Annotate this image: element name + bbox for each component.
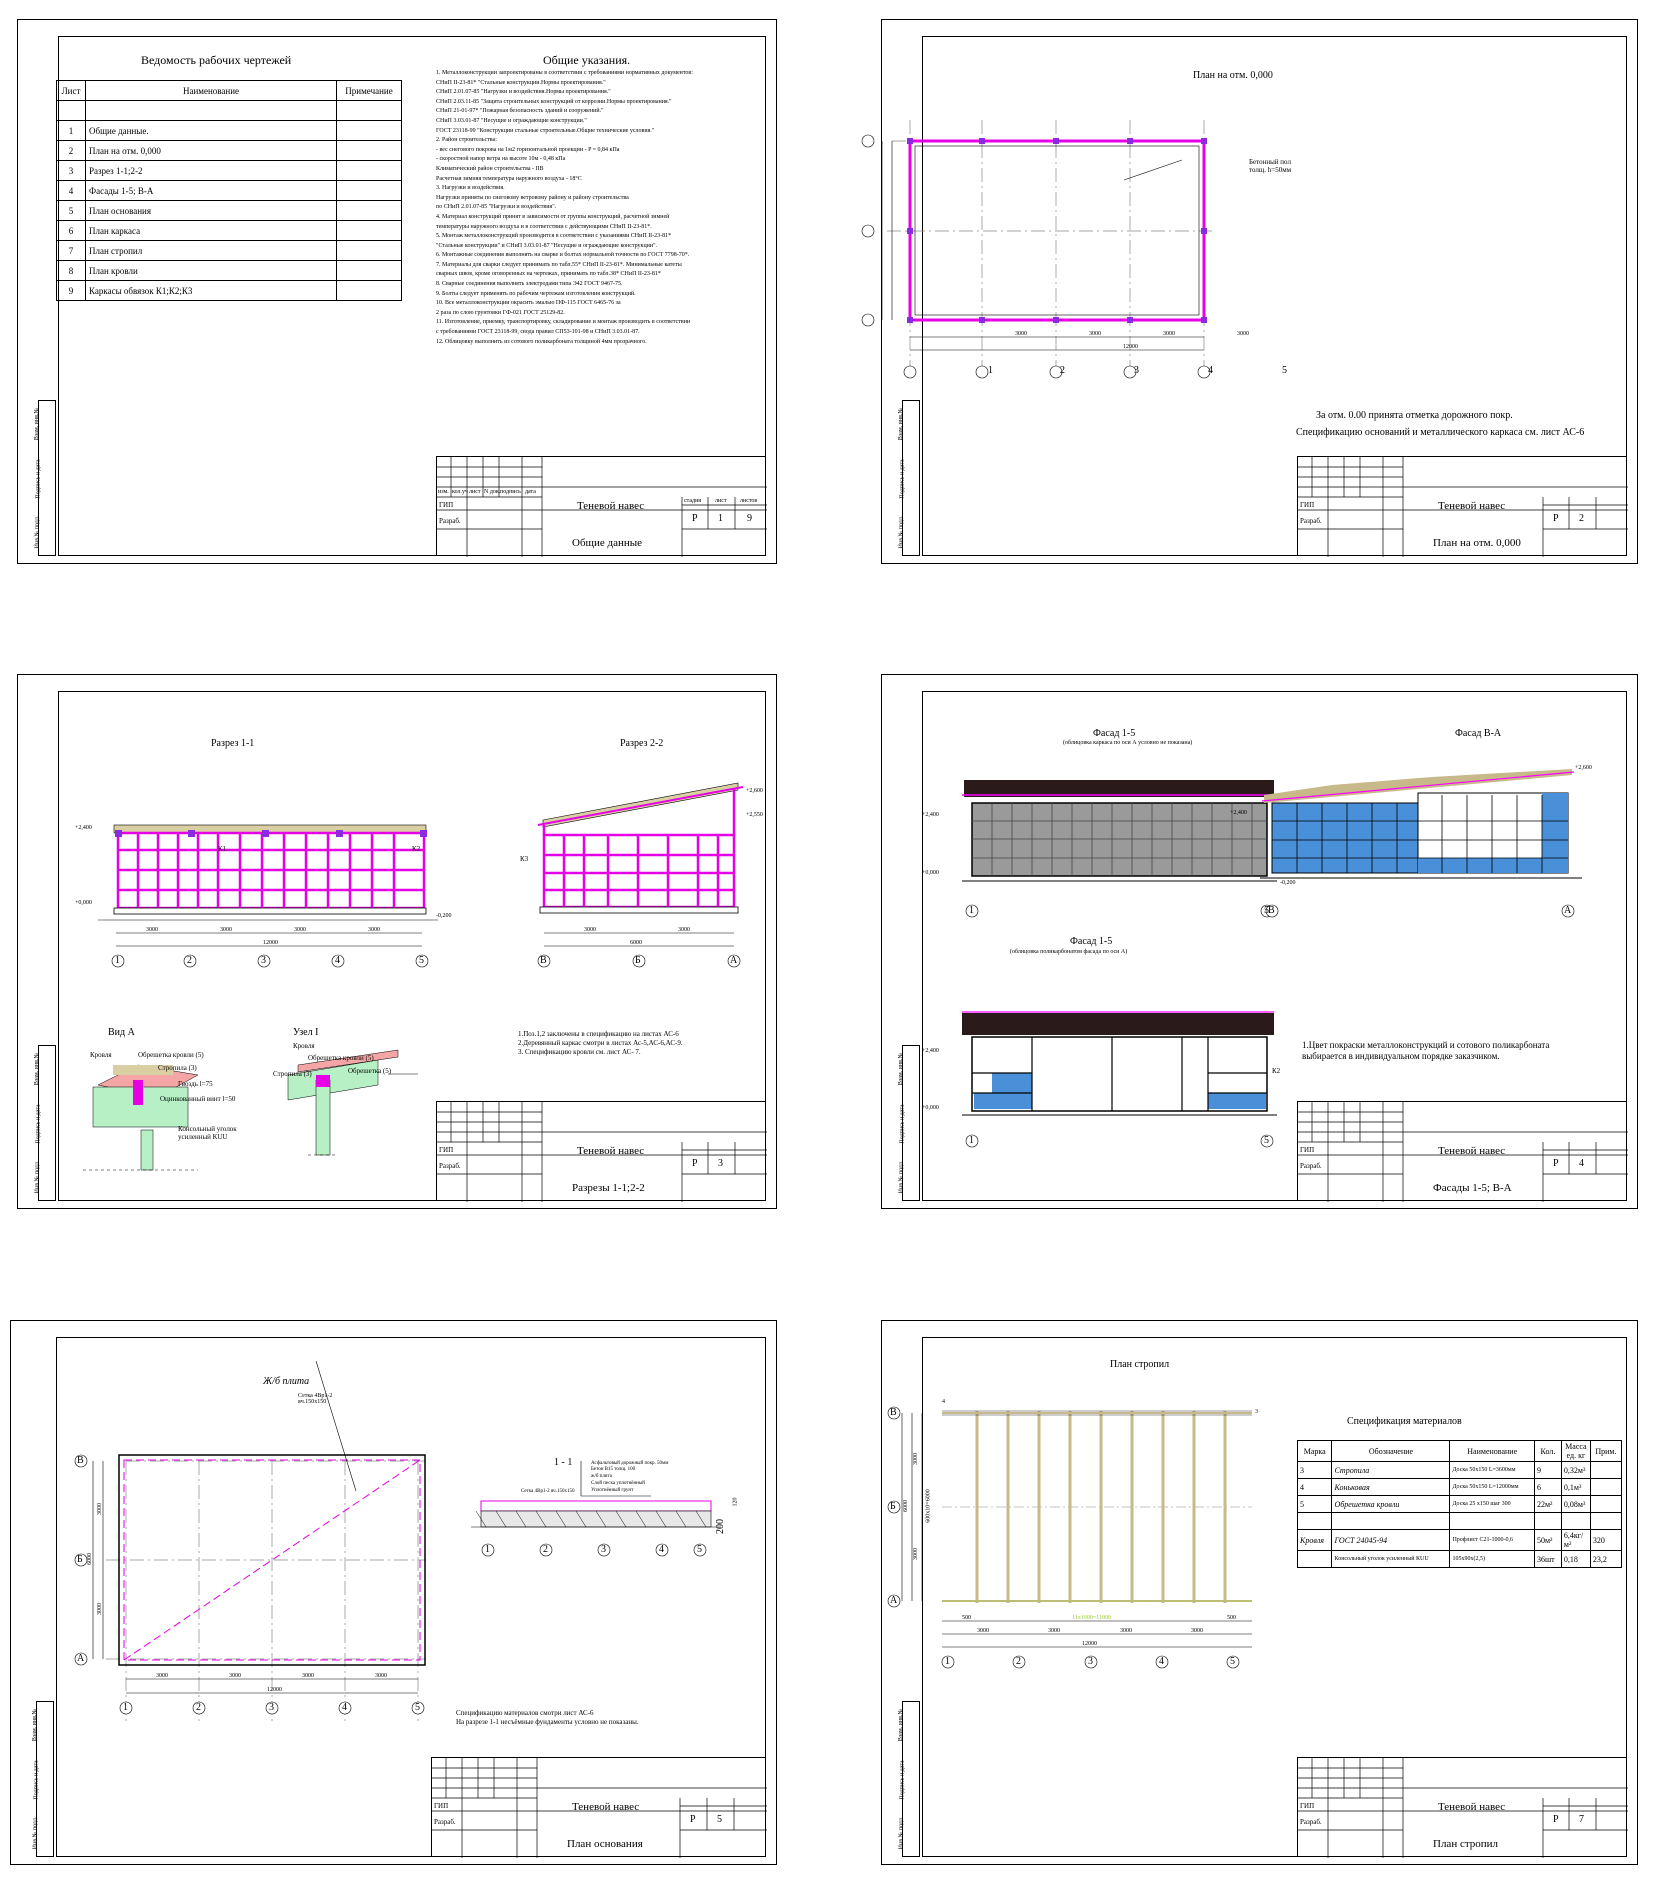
stamp-col: изм. (438, 489, 449, 495)
note-line: 12. Облицовку выполнить из сотового поликарбоната толщиной 4мм прозрачного. (436, 338, 647, 345)
table-row: 3 Стропила Доска 50х150 L=3600мм 9 0,32м³ (1298, 1462, 1622, 1479)
title-block: изм. кол.уч лист N док. подпись дата ГИП Разраб. Теневой навес Общие данные стадия лист листов Р 1 9 (436, 456, 766, 556)
note-line: ГОСТ 23118-99 "Конструкции стальные строительные.Общие технические условия." (436, 127, 655, 134)
note: 3. Спецификацию кровли см. лист АС- 7. (518, 1048, 641, 1056)
stamp-sheet-name: Фасады 1-5; В-А (1433, 1182, 1512, 1194)
axis-label: А (730, 955, 738, 966)
title-block: ГИП Разраб. Теневой навес План на отм. 0,000 Р 2 (1297, 456, 1627, 556)
stamp-gip: ГИП (439, 501, 454, 509)
mark-label: К2 (412, 845, 421, 853)
side-label-strip: Взам. инв.№ Подпись и дата Инв.№ подл. (38, 1045, 56, 1201)
mark-label: К1 (218, 845, 227, 853)
note-line: 1. Металлоконструкции запроектированы в соответствии с требованиями нормативных документов: (436, 70, 693, 76)
table-row: 9 Каркасы обвязок К1;К2;К3 (57, 281, 402, 301)
note-line: по СНиП 2.01.07-85 "Нагрузки и воздействия". (436, 204, 557, 211)
table-row: Кровля ГОСТ 24045-94 Профлист С21-1000-0,6 50м² 6,4кг/м² 320 (1298, 1530, 1622, 1551)
spec-table: Марка Обозначение Наименование Кол. Масса ед. кг Прим. 3 Стропила Доска 50х150 L=3600мм 9 0,32м³ 4 Коньковая Доска 50х150 L=12000мм 6 0,1м³ 5 Обрешетка кровли Доска 25 х150 шаг 300 22м² 0,08м³ Кровля ГОСТ 24045-94 Профлист С21-1000-0,6 50м² 6,4кг/м² 320 Консольный уголок усиленный КUU 105х90х(2,5) 36шт 0,18 23,2 (1297, 1440, 1622, 1568)
side-label: Инв.№ подл. (34, 515, 41, 549)
notes-title: Общие указания. (543, 53, 631, 67)
table-row: 5 План основания (57, 201, 402, 221)
axis-label: 1 (988, 365, 993, 376)
stamp-project: Теневой навес (1438, 500, 1506, 512)
axis-label: 2 (1060, 365, 1065, 376)
note: Спецификацию материалов смотри лист АС-6 (456, 1709, 594, 1717)
axis-marker (904, 366, 916, 378)
stamp-sheet-name: Общие данные (572, 537, 643, 549)
axis-label: А (1564, 905, 1572, 916)
plan-title: План на отм. 0,000 (1193, 70, 1273, 81)
mark-label: К3 (520, 855, 529, 863)
stamp-project: Теневой навес (1438, 1801, 1506, 1813)
side-label-strip: Взам. инв.№ Подпись и дата Инв.№ подл. (36, 1701, 54, 1857)
table-row: 6 План каркаса (57, 221, 402, 241)
note-line: температуры наружного воздуха и в соответствии с действующими СНиП II-23-81*. (436, 223, 652, 230)
stamp-col: дата (525, 489, 536, 495)
stamp-sheet-name: План стропил (1433, 1838, 1499, 1850)
axis-label: 5 (1264, 905, 1269, 916)
note-line: 11. Изготовление, приемку, транспортировку, складирование и монтаж производить в соответствии (436, 319, 691, 326)
note-line: 4. Материал конструкций принят в зависимости от группы конструкций, расчетной зимней (436, 213, 670, 220)
stamp-razrab: Разраб. (439, 517, 461, 525)
axis-label: Б (635, 955, 641, 966)
sheet-3: Взам. инв.№ Подпись и дата Инв.№ подл. Разрез 1-1 Разрез 2-2 1 2 3 4 5 В Б А 3000 3000 3000 3000 12000 3000 3000 6000 +2,400 +0,000 -0,200 +2,600 +2,550 К1 К2 К3 Вид А Узел I Кровля Обрешетка кровли (5) Стропила (3) Гвоздь l=75 Оцинкованный винт l=50 Консольный уголок усиленный КUU Кровля Обрешетка кровли (5) Стропила (3) Обрешетка (5) 1.Поз.1,2 заключены в спецификацию на листах АС-6 2.Деревянный каркас смотри в листах Ас-5,АС-6,АС-9. 3. Спецификацию кровли см. лист АС- 7. ГИП Разраб. Теневой навес Разрезы 1-1;2-2 Р 3 (17, 674, 777, 1209)
stamp-sheet-name: План основания (567, 1838, 643, 1850)
stamp-project: Теневой навес (577, 1145, 645, 1157)
dim-label: 120 (732, 1497, 739, 1507)
side-label-strip: Взам. инв.№ Подпись и дата Инв.№ подл. (902, 1701, 920, 1857)
stamp-project: Теневой навес (577, 500, 645, 512)
ved-title: Ведомость рабочих чертежей (141, 53, 292, 67)
section-label: 1 - 1 (554, 1457, 573, 1468)
callout: Сетка 4Вр1-2 яч.150х150 (298, 1393, 333, 1405)
facade-title: Фасад В-А (1455, 728, 1502, 739)
spec-title: Спецификация материалов (1347, 1416, 1462, 1427)
axis-label: 1 (969, 1135, 974, 1146)
axis-label: 3 (261, 955, 266, 966)
title-block: ГИП Разраб. Теневой навес Фасады 1-5; В-А Р 4 (1297, 1101, 1627, 1201)
stamp-col: кол.уч (452, 489, 469, 495)
section-title: Разрез 1-1 (211, 738, 255, 749)
table-row: 4 Фасады 1-5; В-А (57, 181, 402, 201)
axis-marker (976, 366, 988, 378)
note-line: Расчетная зимняя температура наружного воздуха - 18°С (436, 175, 582, 182)
axis-label: 4 (1208, 365, 1213, 376)
side-label-strip: Взам. инв.№ Подпись и дата Инв.№ подл. (902, 400, 920, 556)
side-label: Взам. инв.№ (34, 407, 41, 441)
axis-label: 1 (115, 955, 120, 966)
note: За отм. 0.00 принята отметка дорожного покр. (1316, 410, 1513, 421)
stamp-sheet-name: Разрезы 1-1;2-2 (572, 1182, 645, 1194)
table-row: 3 Разрез 1-1;2-2 (57, 161, 402, 181)
sheet-5: Взам. инв.№ Подпись и дата Инв.№ подл. Ж/б плита Сетка 4Вр1-2 яч.150х150 1 2 3 4 5 В Б А 3000 3000 3000 3000 12000 3000 3000 6000 1 - 1 Асфальтовый дорожный покр. 50мм Бетон В15 толщ. 100 ж/б плита Слой песка уплотнённый Уплотнённый грунт Сетка 4Вр1-2 яч.150х150 1 2 3 4 5 200 120 Спецификацию материалов смотри лист АС-6 На разрезе 1-1 несъёмные фундаменты условно не показаны. ГИП Разраб. Теневой навес План основания Р 5 (10, 1320, 777, 1865)
dim-label: 3000 (1163, 331, 1175, 337)
sheet-2 (881, 19, 1638, 564)
mark-label: К2 (1272, 1067, 1281, 1075)
stamp-col: лист (469, 489, 481, 495)
section-title: Разрез 2-2 (620, 738, 664, 749)
title-block: ГИП Разраб. Теневой навес План стропил Р 7 (1297, 1757, 1627, 1857)
table-row: Консольный уголок усиленный КUU 105х90х(2,5) 36шт 0,18 23,2 (1298, 1551, 1622, 1568)
table-row: 1 Общие данные. (57, 121, 402, 141)
axis-marker (862, 135, 874, 147)
note-line: СНиП 2.01.07-85 "Нагрузки и воздействия.Нормы проектирования." (436, 89, 611, 96)
level-mark: -0,200 (436, 913, 452, 919)
note-line: СНиП 2.03.11-85 "Защита строительных конструкций от коррозии.Нормы проектирования." (436, 98, 672, 105)
note: Спецификацию оснований и металлического каркаса см. лист АС-6 (1296, 427, 1585, 438)
sheet-6: Взам. инв.№ Подпись и дата Инв.№ подл. План стропил 1 2 3 4 5 В Б А 4 3 3000 3000 3000 3000 12000 11х1000=11000 500 500 3000 3000 6000 600х10=6000 Спецификация материалов Марка Обозначение Наименование Кол. Масса ед. кг Прим. 3 Стропила Доска 50х150 L=3600мм 9 0,32м³ 4 Коньковая Доска 50х150 L=12000мм 6 0,1м³ 5 Обрешетка кровли Доска 25 х150 шаг 300 22м² 0,08м³ Кровля ГОСТ 24045-94 Профлист С21-1000-0,6 50м² 6,4кг/м² 320 Консольный уголок усиленный КUU 105х90х(2,5) 36шт 0,18 23,2 ГИП Разраб. Теневой навес План стропил Р 7 (881, 1320, 1638, 1865)
level-mark: +2,600 (746, 788, 763, 794)
table-row: 7 План стропил (57, 241, 402, 261)
side-label-strip (34, 400, 56, 556)
note-line: 5. Монтаж металлоконструкций производится в соответствии с указаниями СНиП II-23-81* (436, 233, 672, 240)
ved-header: Лист (57, 81, 86, 101)
stamp-project: Теневой навес (572, 1801, 640, 1813)
note-line: Нагрузки приняты по снеговому ветровому району и району строительства (436, 194, 629, 201)
sheet-1 (17, 19, 777, 564)
ved-header: Наименование (86, 81, 337, 101)
stamp-col: подпись (500, 489, 521, 495)
note-line: - скоростной напор ветра на высоте 10м - 0,48 кПа (436, 156, 566, 163)
table-row: 8 План кровли (57, 261, 402, 281)
note-line: СНиП 3.03.01-87 "Несущие и ограждающие конструкции." (436, 117, 587, 124)
facade-title: Фасад 1-5 (1093, 728, 1136, 739)
note-line: СНиП 21-01-97* "Пожарная безопасность зданий и сооружений." (436, 108, 604, 115)
stamp-sheet-name: План на отм. 0,000 (1433, 537, 1521, 549)
note-line: "Стальные конструкции" и СНиП 3.03.01-87 "Несущие и ограждающие конструкции". (436, 242, 658, 249)
axis-label: 5 (1282, 365, 1287, 376)
plan-title: План стропил (1110, 1359, 1170, 1370)
ved-header: Примечание (337, 81, 402, 101)
note: 2.Деревянный каркас смотри в листах Ас-5,АС-6,АС-9. (518, 1039, 683, 1047)
sheet-4: Взам. инв.№ Подпись и дата Инв.№ подл. Фасад 1-5 (облицовка каркаса по оси А условно не показана) Фасад В-А Фасад 1-5 (облицовка поликарбонатом фасада по оси А) 1 5 В А 1 5 +2,400 +0,000 -0,200 +2,400 +2,600 +2,400 +0,000 К2 1.Цвет покраски металлоконструкций и сотового поликарбоната выбирается в индивидуальном порядке заказчиком. ГИП Разраб. Теневой навес Фасады 1-5; В-А Р 4 (881, 674, 1638, 1209)
dim-label: 12000 (1123, 344, 1138, 350)
stamp-col: N док. (484, 489, 501, 495)
side-label: Подпись и дата (35, 459, 42, 499)
note-line: 7. Материалы для сварки следует принимать по табл.55* СНиП II-23-81*. Минимальные катеты (436, 261, 682, 268)
axis-label: В (1268, 905, 1275, 916)
view-title: Узел I (293, 1027, 319, 1038)
dim-label: 200 (715, 1519, 726, 1534)
dim-label: 3000 (1237, 331, 1249, 337)
level-mark: +2,550 (746, 812, 763, 818)
note-line: сварных швов, кроме оговоренных на чертежах, принимать по табл.38* СНиП II-23-81* (436, 271, 661, 278)
note: На разрезе 1-1 несъёмные фундаменты условно не показаны. (456, 1718, 639, 1726)
table-row: 4 Коньковая Доска 50х150 L=12000мм 6 0,1м³ (1298, 1479, 1622, 1496)
axis-marker (862, 314, 874, 326)
axis-label: 2 (187, 955, 192, 966)
general-notes (436, 69, 761, 347)
axis-marker (862, 225, 874, 237)
note-line: 8. Сварные соединения выполнять электродами типа Э42 ГОСТ 9467-75. (436, 281, 623, 288)
facade-title: Фасад 1-5 (1070, 936, 1113, 947)
dim-label: 3000 (1089, 331, 1101, 337)
note-line: - вес снегового покрова на 1м2 горизонтальной проекции - P = 0,84 кПа (436, 146, 620, 153)
side-label-strip: Взам. инв.№ Подпись и дата Инв.№ подл. (902, 1045, 920, 1201)
note-line: 10. Все металлоконструкции окрасить эмалью ПФ-115 ГОСТ 6465-76 за (436, 300, 621, 307)
note-line: 2 раза по слою грунтовки ГФ-021 ГОСТ 25129-82. (436, 309, 565, 316)
ved-table (56, 80, 402, 301)
note-line: 3. Нагрузки и воздействия. (436, 185, 505, 192)
table-row: 2 План на отм. 0,000 (57, 141, 402, 161)
axis-label: В (540, 955, 547, 966)
title-block: ГИП Разраб. Теневой навес Разрезы 1-1;2-2 Р 3 (436, 1101, 766, 1201)
axis-label: 5 (1264, 1135, 1269, 1146)
axis-label: 5 (419, 955, 424, 966)
axis-label: 3 (1134, 365, 1139, 376)
note: 1.Поз.1,2 заключены в спецификацию на листах АС-6 (518, 1030, 679, 1038)
dim-label: 3000 (1015, 331, 1027, 337)
stamp-project: Теневой навес (1438, 1145, 1506, 1157)
view-title: Вид А (108, 1027, 135, 1038)
axis-label: 4 (335, 955, 340, 966)
table-row: 5 Обрешетка кровли Доска 25 х150 шаг 300 22м² 0,08м³ (1298, 1496, 1622, 1513)
axis-label: 1 (969, 905, 974, 916)
callout: Бетонный пол толщ. h=50мм (1249, 158, 1292, 174)
note-line: Климатический район строительства - IIB (436, 165, 544, 172)
level-mark: +2,400 (75, 825, 92, 831)
title-block: ГИП Разраб. Теневой навес План основания Р 5 (431, 1757, 766, 1857)
note: 1.Цвет покраски металлоконструкций и сотового поликарбоната выбирается в индивидуальном порядке заказчиком. (1302, 1040, 1550, 1061)
note-line: СНиП II-23-81* "Стальные конструкции.Нормы проектирования." (436, 79, 606, 86)
plan-title: Ж/б плита (263, 1376, 310, 1387)
note-line: 6. Монтажные соединения выполнять на сварке и болтах нормальной точности по ГОСТ 7798-70*. (436, 252, 690, 259)
note-line: 9. Болты следует применять по рабочим чертежам изготовления конструкций. (436, 290, 636, 297)
note-line: с требованиями ГОСТ 23118-99, свода правил СП53-101-98 и СНиП 3.03.01-87. (436, 329, 640, 336)
note-line: 2. Район строительства: (436, 137, 497, 144)
level-mark: +0,000 (75, 900, 92, 906)
